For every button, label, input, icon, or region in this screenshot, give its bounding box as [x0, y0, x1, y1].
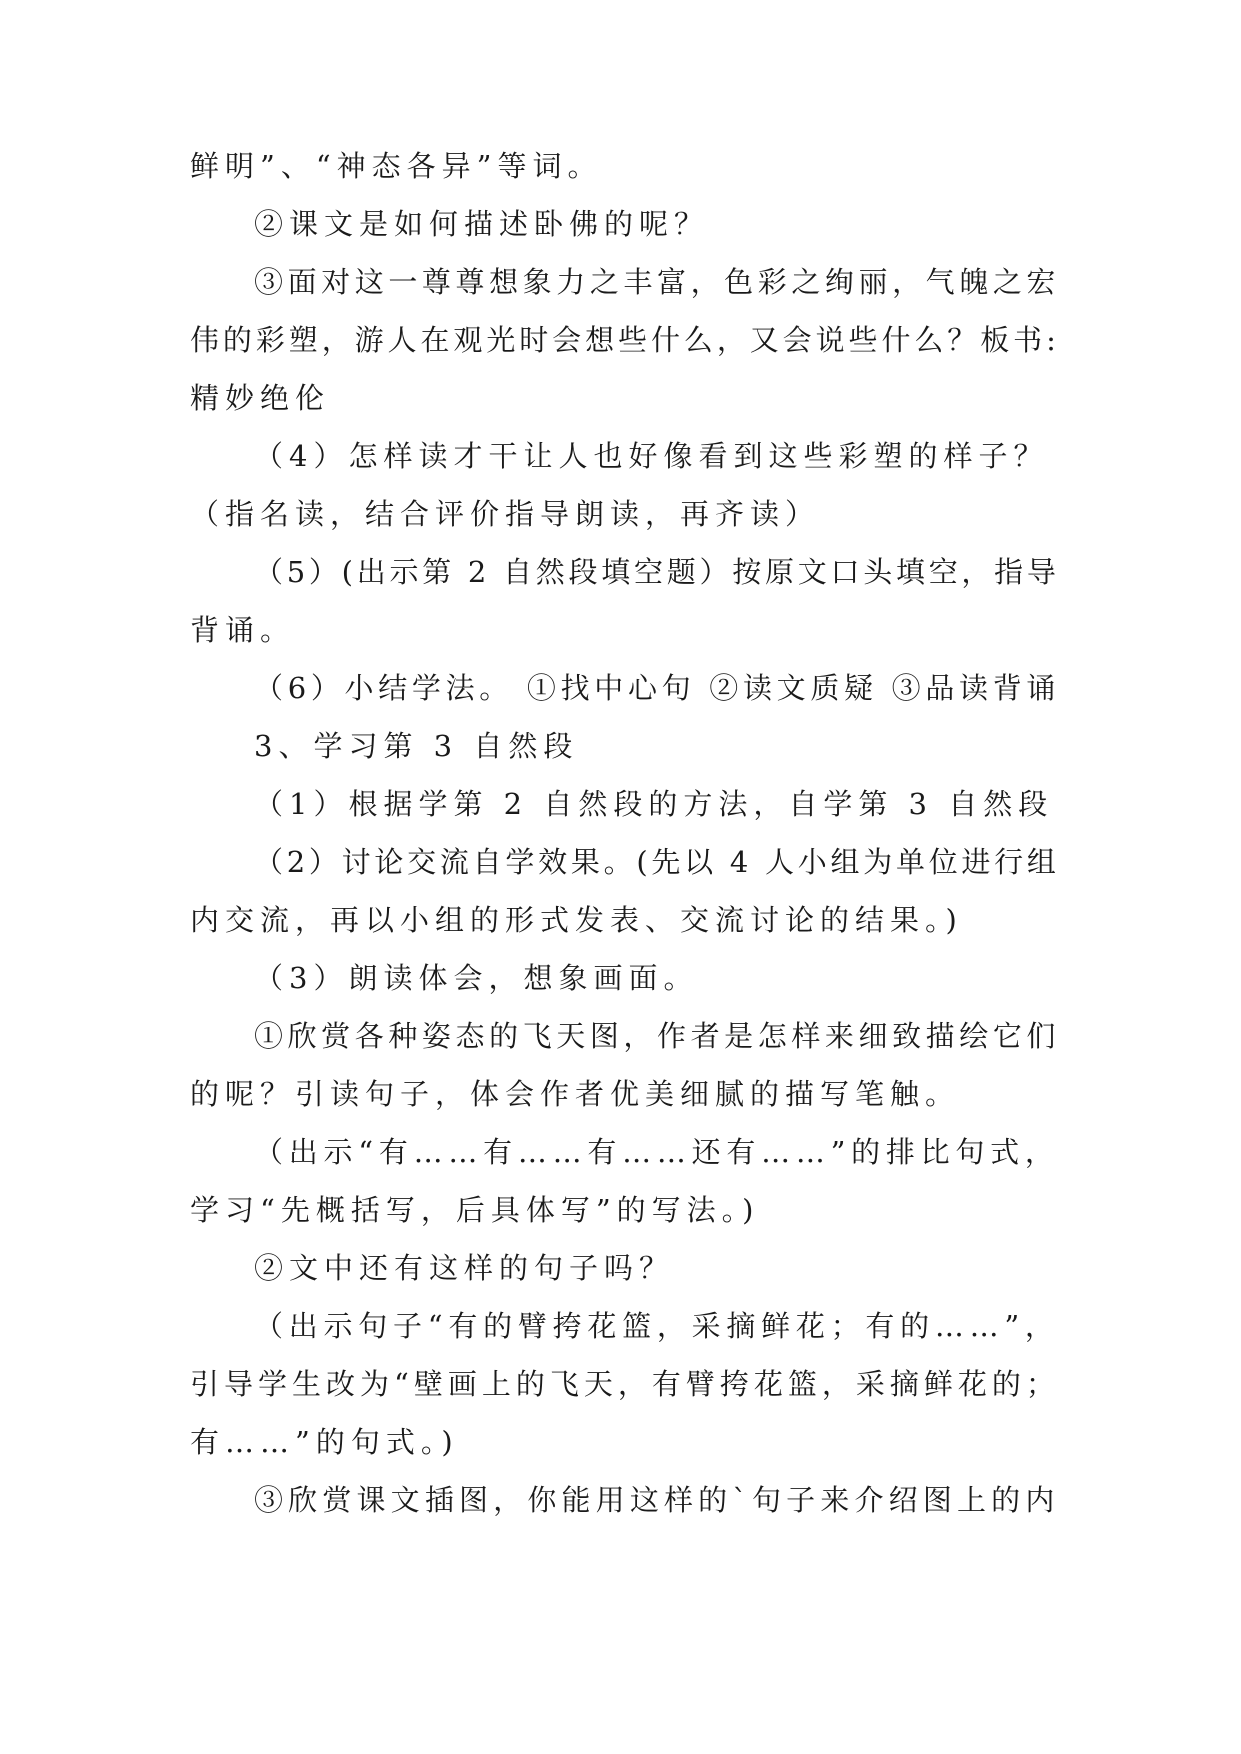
text-line-18: （出示“有……有……有……还有……”的排比句式， [254, 1135, 1060, 1169]
text-line-8: （5）(出示第 2 自然段填空题）按原文口头填空，指导 [254, 555, 1060, 589]
text-line-23: 有……”的句式。) [190, 1425, 459, 1459]
text-line-10: （6）小结学法。 ①找中心句 ②读文质疑 ③品读背诵 [254, 671, 1061, 705]
text-line-16: ①欣赏各种姿态的飞天图，作者是怎样来细致描绘它们 [254, 1019, 1061, 1053]
text-line-19: 学习“先概括写，后具体写”的写法。) [190, 1193, 760, 1227]
text-line-2: ②课文是如何描述卧佛的呢？ [254, 207, 710, 241]
text-line-7: （指名读，结合评价指导朗读，再齐读） [190, 497, 821, 531]
text-line-21: （出示句子“有的臂挎花篮，采摘鲜花；有的……”， [254, 1309, 1060, 1343]
text-line-4: 伟的彩塑，游人在观光时会想些什么，又会说些什么？板书: [190, 323, 1060, 357]
text-line-9: 背诵。 [190, 613, 296, 647]
text-line-3: ③面对这一尊尊想象力之丰富，色彩之绚丽，气魄之宏 [254, 265, 1061, 299]
text-line-22: 引导学生改为“壁画上的飞天，有臂挎花篮，采摘鲜花的； [190, 1367, 1060, 1401]
text-line-20: ②文中还有这样的句子吗？ [254, 1251, 675, 1285]
text-line-17: 的呢？引读句子，体会作者优美细腻的描写笔触。 [190, 1077, 961, 1111]
text-line-24: ③欣赏课文插图，你能用这样的`句子来介绍图上的内 [254, 1483, 1060, 1517]
text-line-6: （4）怎样读才干让人也好像看到这些彩塑的样子？ [254, 439, 1049, 473]
text-line-11: 3、学习第 3 自然段 [254, 729, 579, 763]
text-line-14: 内交流，再以小组的形式发表、交流讨论的结果。) [190, 903, 963, 937]
text-line-5: 精妙绝伦 [190, 381, 331, 415]
text-line-13: （2）讨论交流自学效果。(先以 4 人小组为单位进行组 [254, 845, 1060, 879]
text-line-12: （1）根据学第 2 自然段的方法，自学第 3 自然段 [254, 787, 1054, 821]
text-line-1: 鲜明”、“神态各异”等词。 [190, 149, 603, 183]
text-line-15: （3）朗读体会，想象画面。 [254, 961, 699, 995]
